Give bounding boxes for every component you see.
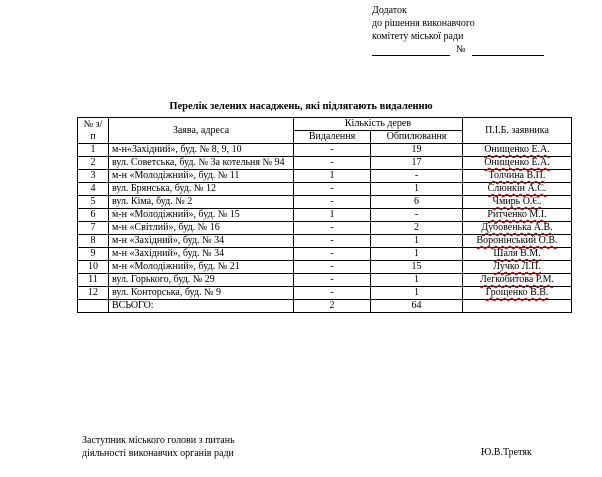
row-applicant: Толчина В.П.	[463, 170, 572, 183]
row-number: 7	[78, 222, 109, 235]
row-applicant: Грощенко В.В.	[463, 287, 572, 300]
number-blank-line	[472, 44, 544, 56]
total-removal: 2	[294, 300, 371, 313]
total-applicant-empty	[463, 300, 572, 313]
appendix-date-number	[372, 43, 544, 56]
row-number: 1	[78, 144, 109, 157]
number-sign: №	[456, 44, 466, 55]
row-number: 3	[78, 170, 109, 183]
document-title: Перелік зелених насаджень, які підлягають видаленню	[169, 101, 433, 112]
row-applicant: Онищенко Е.А.	[463, 144, 572, 157]
row-number: 8	[78, 235, 109, 248]
row-removal: -	[294, 222, 371, 235]
table-row	[78, 209, 572, 222]
table-body	[78, 144, 572, 300]
row-trimming: 15	[371, 261, 463, 274]
row-removal: -	[294, 274, 371, 287]
row-address: м-н«Західний», буд. № 8, 9, 10	[109, 144, 294, 157]
appendix-committee: комітету міської ради	[372, 31, 464, 42]
row-trimming: 1	[371, 235, 463, 248]
row-address: вул. Брянська, буд. № 12	[109, 183, 294, 196]
row-trimming: 1	[371, 274, 463, 287]
row-address: м-н «Молодіжний», буд. № 15	[109, 209, 294, 222]
header-applicant: П.І.Б. заявника	[463, 118, 572, 144]
row-trimming: 19	[371, 144, 463, 157]
total-trimming: 64	[371, 300, 463, 313]
row-removal: -	[294, 157, 371, 170]
row-applicant: Чмирь О.Є.	[463, 196, 572, 209]
table-row	[78, 222, 572, 235]
row-removal: 1	[294, 170, 371, 183]
header-removal: Видалення	[294, 131, 371, 144]
signatory-name: Ю.В.Третяк	[481, 447, 532, 458]
row-removal: -	[294, 287, 371, 300]
appendix-block	[372, 4, 544, 56]
row-address: вул. Советська, буд. № 3а котельня № 94	[109, 157, 294, 170]
row-removal: -	[294, 248, 371, 261]
total-row	[78, 300, 572, 313]
header-number: № з/п	[78, 118, 109, 144]
row-address: м-н «Західний», буд. № 34	[109, 248, 294, 261]
position-line-1: Заступник міського голови з питань	[82, 435, 235, 446]
row-address: м-н «Молодіжний», буд. № 11	[109, 170, 294, 183]
appendix-decision: до рішення виконавчого	[372, 18, 475, 29]
row-number: 11	[78, 274, 109, 287]
table-header-row	[78, 118, 572, 131]
table-row	[78, 248, 572, 261]
header-address: Заява, адреса	[109, 118, 294, 144]
row-applicant: Ритченко М.І.	[463, 209, 572, 222]
row-trimming: -	[371, 170, 463, 183]
row-address: м-н «Західний», буд. № 34	[109, 235, 294, 248]
table-row	[78, 144, 572, 157]
signatory-position	[82, 434, 235, 460]
total-label: ВСЬОГО:	[109, 300, 294, 313]
row-number: 6	[78, 209, 109, 222]
table-row	[78, 170, 572, 183]
row-applicant: Легкобитова Р.М.	[463, 274, 572, 287]
table-row	[78, 196, 572, 209]
row-trimming: 1	[371, 183, 463, 196]
row-number: 4	[78, 183, 109, 196]
row-address: вул. Конторська, буд. № 9	[109, 287, 294, 300]
row-trimming: 2	[371, 222, 463, 235]
row-trimming: 1	[371, 287, 463, 300]
row-removal: -	[294, 196, 371, 209]
row-removal: 1	[294, 209, 371, 222]
row-address: вул. Кіма, буд. № 2	[109, 196, 294, 209]
row-removal: -	[294, 261, 371, 274]
row-trimming: 6	[371, 196, 463, 209]
row-trimming: -	[371, 209, 463, 222]
row-trimming: 17	[371, 157, 463, 170]
row-removal: -	[294, 144, 371, 157]
row-applicant: Лучко Л.П.	[463, 261, 572, 274]
row-number: 10	[78, 261, 109, 274]
table-row	[78, 287, 572, 300]
row-applicant: Дубовенька А.В.	[463, 222, 572, 235]
row-address: м-н «Світлий», буд. № 16	[109, 222, 294, 235]
table-row	[78, 261, 572, 274]
header-count: Кількість дерев	[294, 118, 463, 131]
position-line-2: діяльності виконавчих органів ради	[82, 448, 234, 459]
trees-table	[77, 117, 572, 313]
row-trimming: 1	[371, 248, 463, 261]
table-row	[78, 235, 572, 248]
row-applicant: Онищенко Е.А.	[463, 157, 572, 170]
row-applicant: Воронінський О.В.	[463, 235, 572, 248]
row-address: вул. Горького, буд. № 29	[109, 274, 294, 287]
header-trimming: Обпилювання	[371, 131, 463, 144]
row-applicant: Слюнкін А.С.	[463, 183, 572, 196]
table-row	[78, 183, 572, 196]
table-row	[78, 274, 572, 287]
date-blank-line	[372, 44, 450, 56]
total-empty-cell	[78, 300, 109, 313]
row-removal: -	[294, 183, 371, 196]
row-number: 12	[78, 287, 109, 300]
row-number: 9	[78, 248, 109, 261]
row-address: м-н «Молодіжний», буд. № 21	[109, 261, 294, 274]
row-number: 2	[78, 157, 109, 170]
appendix-title: Додаток	[372, 5, 407, 16]
row-applicant: Шаля В.М.	[463, 248, 572, 261]
row-removal: -	[294, 235, 371, 248]
row-number: 5	[78, 196, 109, 209]
table-row	[78, 157, 572, 170]
